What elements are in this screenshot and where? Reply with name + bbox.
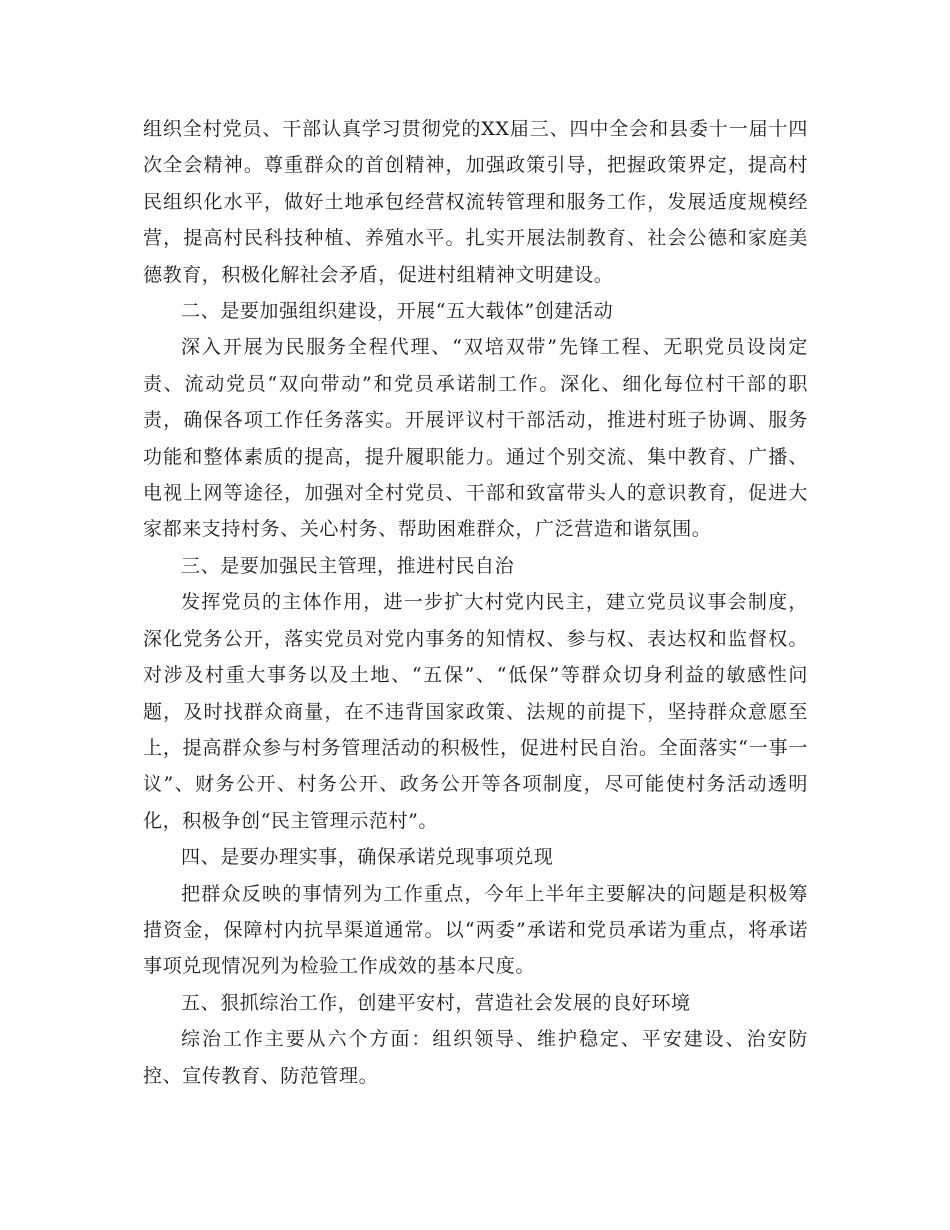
document-body bbox=[143, 111, 808, 1094]
section-heading-3: 三、是要加强民主管理，推进村民自治 bbox=[181, 554, 515, 577]
paragraph-continuation: 组织全村党员、干部认真学习贯彻党的XX届三、四中全会和县委十一届十四次全会精神。尊重群众的首创精神，加强政策引导，把握政策界定，提高村民组织化水平，做好土地承包经营权流转管理和服务工作，发展适度规模经营，提高村民科技种植、养殖水平。扎实开展法制教育、社会公德和家庭美德教育，积极化解社会矛盾，促进村组精神文明建设。 bbox=[143, 118, 808, 286]
paragraph-section-5: 综治工作主要从六个方面：组织领导、维护稳定、平安建设、治安防控、宣传教育、防范管理。 bbox=[143, 1028, 808, 1087]
paragraph-section-4: 把群众反映的事情列为工作重点，今年上半年主要解决的问题是积极筹措资金，保障村内抗旱渠道通常。以“两委”承诺和党员承诺为重点，将承诺事项兑现情况列为检验工作成效的基本尺度。 bbox=[143, 882, 808, 978]
section-heading-4: 四、是要办理实事，确保承诺兑现事项兑现 bbox=[181, 846, 554, 869]
paragraph-section-2: 深入开展为民服务全程代理、“双培双带”先锋工程、无职党员设岗定责、流动党员“双向带动”和党员承诺制工作。深化、细化每位村干部的职责，确保各项工作任务落实。开展评议村干部活动，推进村班子协调、服务功能和整体素质的提高，提升履职能力。通过个别交流、集中教育、广播、电视上网等途径，加强对全村党员、干部和致富带头人的意识教育，促进大家都来支持村务、关心村务、帮助困难群众，广泛营造和谐氛围。 bbox=[143, 336, 808, 541]
paragraph-section-3: 发挥党员的主体作用，进一步扩大村党内民主，建立党员议事会制度，深化党务公开，落实党员对党内事务的知情权、参与权、表达权和监督权。对涉及村重大事务以及土地、“五保”、“低保”等群众切身利益的敏感性问题，及时找群众商量，在不违背国家政策、法规的前提下，坚持群众意愿至上，提高群众参与村务管理活动的积极性，促进村民自治。全面落实“一事一议”、财务公开、村务公开、政务公开等各项制度，尽可能使村务活动透明化，积极争创“民主管理示范村”。 bbox=[143, 591, 808, 832]
section-heading-5: 五、狠抓综治工作，创建平安村，营造社会发展的良好环境 bbox=[181, 991, 691, 1014]
section-heading-2: 二、是要加强组织建设，开展“五大载体”创建活动 bbox=[181, 300, 614, 323]
